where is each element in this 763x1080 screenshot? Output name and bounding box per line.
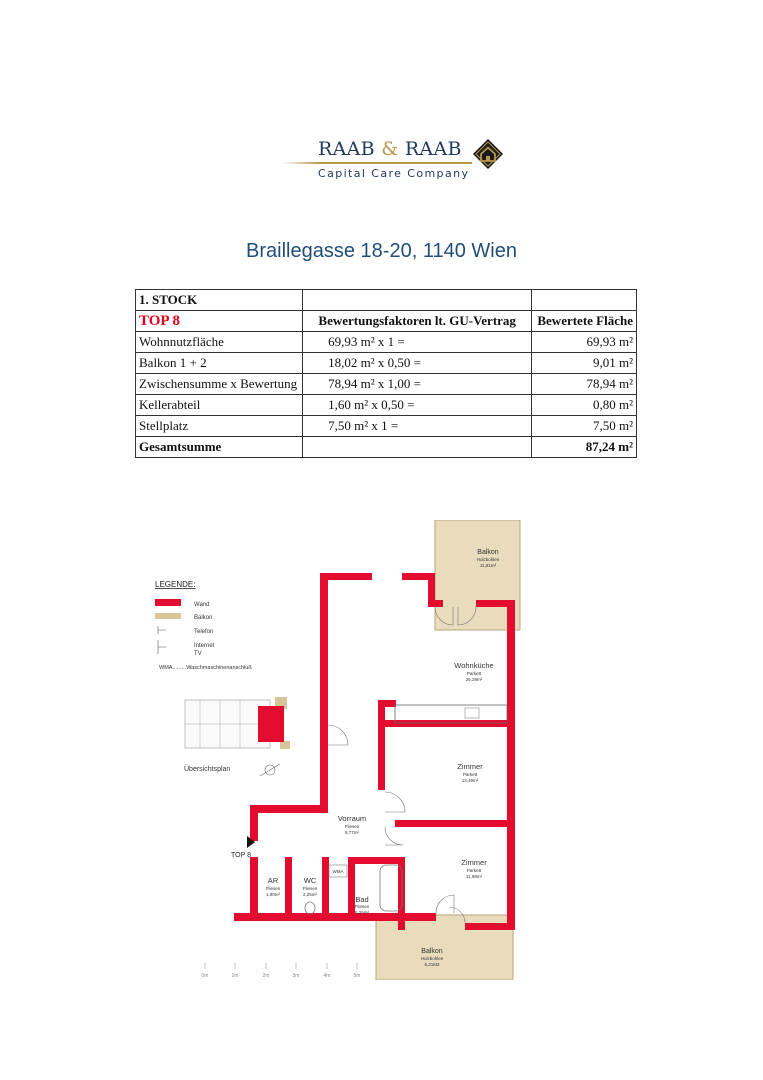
overview-plan — [185, 697, 290, 749]
area-column-header: Bewertete Fläche — [532, 311, 637, 332]
svg-text:Fliesen: Fliesen — [354, 904, 370, 909]
table-row — [136, 290, 637, 311]
svg-text:WMA.........Waschmaschinenansc: WMA.........Waschmaschinenanschluß — [159, 665, 252, 671]
wall-segment — [378, 700, 396, 707]
svg-text:Bad: Bad — [355, 895, 369, 904]
svg-text:Parkett: Parkett — [466, 868, 482, 873]
svg-text:3m: 3m — [292, 973, 300, 979]
company-logo — [282, 134, 510, 184]
logo-underline — [282, 162, 472, 164]
wall-segment — [428, 573, 435, 607]
property-address: Braillegasse 18-20, 1140 Wien — [246, 240, 517, 262]
total-row — [136, 437, 637, 458]
svg-text:Fliesen: Fliesen — [265, 886, 281, 891]
svg-text:0m: 0m — [201, 973, 209, 979]
internet-tv-symbol-icon — [158, 640, 166, 654]
svg-text:Fliesen: Fliesen — [302, 886, 318, 891]
svg-text:Wohnküche: Wohnküche — [454, 661, 494, 670]
svg-text:11,98m²: 11,98m² — [465, 874, 483, 879]
legend-wall-swatch — [155, 599, 181, 606]
svg-text:2,25m²: 2,25m² — [302, 892, 318, 897]
legend-title: LEGENDE: — [155, 580, 196, 589]
telephone-symbol-icon — [158, 626, 166, 634]
wall-segment — [435, 600, 443, 607]
svg-text:4m: 4m — [323, 973, 331, 979]
svg-text:Telefon: Telefon — [194, 629, 214, 635]
floor-label: 1. STOCK — [136, 290, 303, 311]
wall-segment — [465, 923, 513, 930]
scale-bar — [202, 963, 361, 979]
svg-text:Wand: Wand — [194, 602, 210, 608]
area-calculation-table — [135, 289, 637, 458]
wall-segment — [258, 913, 436, 921]
svg-text:1,90m²: 1,90m² — [265, 892, 281, 897]
svg-text:Fliesen: Fliesen — [344, 824, 360, 829]
svg-text:WC: WC — [303, 876, 317, 885]
factor-column-header: Bewertungsfaktoren lt. GU-Vertrag — [303, 311, 532, 332]
house-badge-icon — [472, 138, 504, 170]
svg-text:13,49m²: 13,49m² — [461, 778, 479, 783]
wall-segment — [378, 720, 508, 727]
unit-entrance-label: TOP 8 — [231, 852, 251, 859]
svg-text:Holzbohlen: Holzbohlen — [476, 557, 500, 562]
logo-tagline: Capital Care Company — [318, 167, 470, 180]
svg-text:1m: 1m — [231, 973, 239, 979]
svg-text:Balkon: Balkon — [477, 549, 499, 556]
total-area: 87,24 m² — [532, 437, 637, 458]
svg-text:9,77m²: 9,77m² — [344, 830, 360, 835]
wall-segment — [507, 600, 515, 930]
wall-segment — [378, 700, 385, 790]
wall-segment — [250, 805, 258, 841]
table-row: Stellplatz 7,50 m² x 1 = 7,50 m² — [136, 416, 637, 437]
unit-label: TOP 8 — [136, 311, 303, 332]
wall-segment — [285, 857, 292, 917]
table-row: Zwischensumme x Bewertung 78,94 m² x 1,00 = 78,94 m² — [136, 374, 637, 395]
floor-plan — [140, 520, 600, 980]
svg-text:AR: AR — [267, 876, 279, 885]
svg-text:WMA: WMA — [332, 869, 344, 874]
svg-text:11,81m²: 11,81m² — [479, 563, 497, 568]
overview-label: Übersichtsplan — [184, 766, 231, 773]
wall-segment — [234, 913, 258, 921]
logo-brand: RAAB & RAAB — [318, 138, 462, 160]
table-row: Kellerabteil 1,60 m² x 0,50 = 0,80 m² — [136, 395, 637, 416]
svg-text:6,21M2: 6,21M2 — [424, 962, 440, 967]
wall-segment — [250, 805, 328, 813]
svg-text:Balkon: Balkon — [194, 615, 213, 621]
total-label: Gesamtsumme — [136, 437, 303, 458]
svg-text:Parkett: Parkett — [466, 671, 482, 676]
svg-text:Internet: Internet — [194, 643, 215, 649]
wall-segment — [320, 573, 328, 805]
toilet — [305, 902, 315, 914]
wall-segment — [250, 857, 258, 917]
table-row: Balkon 1 + 2 18,02 m² x 0,50 = 9,01 m² — [136, 353, 637, 374]
svg-text:5m: 5m — [353, 973, 361, 979]
wall-segment — [395, 820, 507, 827]
wall-segment — [322, 857, 329, 917]
wall-segment — [348, 857, 403, 864]
svg-text:Zimmer: Zimmer — [461, 858, 487, 867]
svg-text:2m: 2m — [262, 973, 270, 979]
table-row: Wohnnutzfläche 69,93 m² x 1 = 69,93 m² — [136, 332, 637, 353]
svg-text:26,29m²: 26,29m² — [465, 677, 483, 682]
wall-segment — [320, 573, 372, 580]
legend-balcony-swatch — [155, 613, 181, 619]
svg-text:Balkon: Balkon — [421, 948, 443, 955]
svg-text:Zimmer: Zimmer — [457, 762, 483, 771]
table-header-row — [136, 311, 637, 332]
svg-text:Vorraum: Vorraum — [337, 814, 367, 823]
svg-text:Holzbohlen: Holzbohlen — [420, 956, 444, 961]
svg-text:Parkett: Parkett — [462, 772, 478, 777]
svg-text:5,25m²: 5,25m² — [354, 910, 370, 915]
svg-text:TV: TV — [194, 651, 202, 657]
